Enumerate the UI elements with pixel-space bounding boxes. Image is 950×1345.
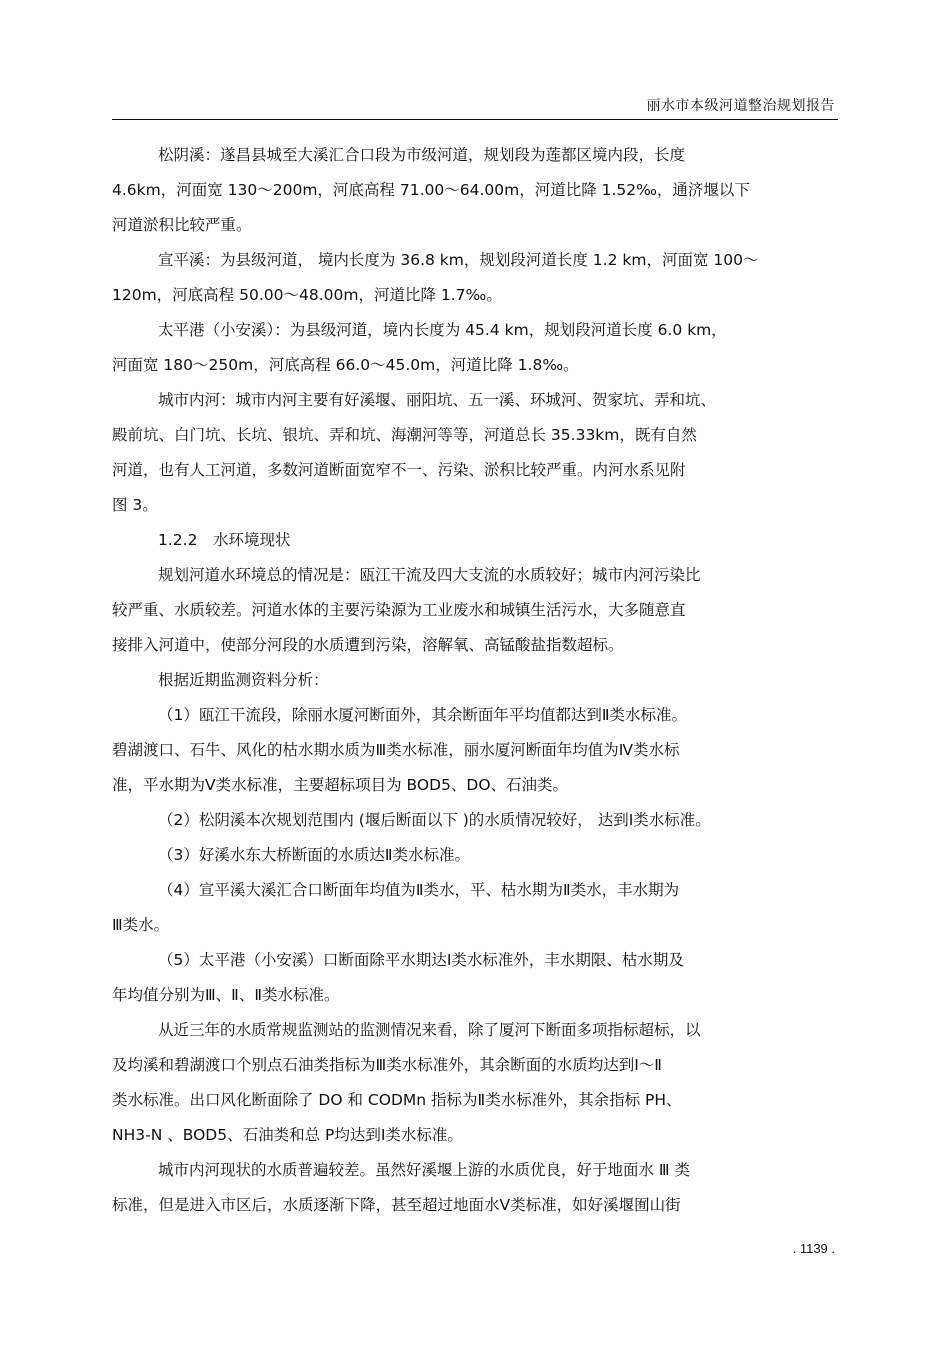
paragraph-monitoring-intro: 根据近期监测资料分析： [158, 671, 329, 689]
list-item-5: （5）太平港（小安溪）口断面除平水期达Ⅰ类水标准外，丰水期限、枯水期及 年均值分别为Ⅲ、Ⅱ、Ⅱ类水标准。 [112, 951, 684, 1004]
list-item-4: （4）宣平溪大溪汇合口断面年均值为Ⅱ类水，平、枯水期为Ⅱ类水，丰水期为 Ⅲ类水。 [112, 881, 680, 934]
header-rule [112, 119, 838, 120]
paragraph-songyinxi: 松阴溪：遂昌县城至大溪汇合口段为市级河道，规划段为莲都区境内段，长度 4.6km，河面宽 130～200m，河底高程 71.00～64.00m，河道比降 1.52‰，通济堰以下 河道淤积比较严重。 [112, 146, 750, 234]
paragraph-taipinggang: 太平港（小安溪）：为县级河道，境内长度为 45.4 km，规划段河道长度 6.0 km， 河面宽 180～250m，河底高程 66.0～45.0m，河道比降 1.8‰。 [112, 321, 727, 374]
paragraph-urban-rivers: 城市内河：城市内河主要有好溪堰、丽阳坑、五一溪、环城河、贺家坑、弄和坑、 殿前坑、白门坑、长坑、银坑、弄和坑、海潮河等等，河道总长 35.33km，既有自然 河道，也有人工河道，多数河道断面宽窄不一、污染、淤积比较严重。内河水系见附 图 3。 [112, 391, 717, 514]
body-text [112, 138, 838, 1223]
paragraph-urban-water-quality: 城市内河现状的水质普遍较差。虽然好溪堰上游的水质优良，好于地面水 Ⅲ 类 标准，但是进入市区后，水质逐渐下降，甚至超过地面水Ⅴ类标准，如好溪堰囿山街 [112, 1161, 691, 1214]
running-header-title: 丽水市本级河道整治规划报告 [646, 98, 835, 114]
section-heading: 1.2.2 水环境现状 [158, 531, 291, 549]
list-item-2: （2）松阴溪本次规划范围内 (堰后断面以下 )的水质情况较好， 达到Ⅰ类水标准。 [158, 811, 711, 829]
paragraph-water-environment: 规划河道水环境总的情况是：瓯江干流及四大支流的水质较好；城市内河污染比 较严重、水质较差。河道水体的主要污染源为工业废水和城镇生活污水，大多随意直 接排入河道中，使部分河段的水质遭到污染，溶解氧、高锰酸盐指数超标。 [112, 566, 701, 654]
list-item-3: （3）好溪水东大桥断面的水质达Ⅱ类水标准。 [158, 846, 470, 864]
list-item-1: （1）瓯江干流段，除丽水厦河断面外，其余断面年平均值都达到Ⅱ类水标准。 碧湖渡口、石牛、风化的枯水期水质为Ⅲ类水标准，丽水厦河断面年均值为Ⅳ类水标 准，平水期为Ⅴ类水标准，主要超标项目为 BOD5、DO、石油类。 [112, 706, 687, 794]
page-number: . 1139 . [792, 1241, 835, 1256]
paragraph-three-year-monitoring: 从近三年的水质常规监测站的监测情况来看，除了厦河下断面多项指标超标，以 及均溪和碧湖渡口个别点石油类指标为Ⅲ类水标准外，其余断面的水质均达到Ⅰ～Ⅱ 类水标准。出口风化断面除了 DO 和 CODMn 指标为Ⅱ类水标准外，其余指标 PH、 NH3-N 、BOD5、石油类和总 P均达到Ⅰ类水标准。 [112, 1021, 701, 1144]
paragraph-xuanpingxi: 宣平溪：为县级河道， 境内长度为 36.8 km，规划段河道长度 1.2 km，河面宽 100～ 120m，河底高程 50.00～48.00m，河道比降 1.7‰。 [112, 251, 759, 304]
